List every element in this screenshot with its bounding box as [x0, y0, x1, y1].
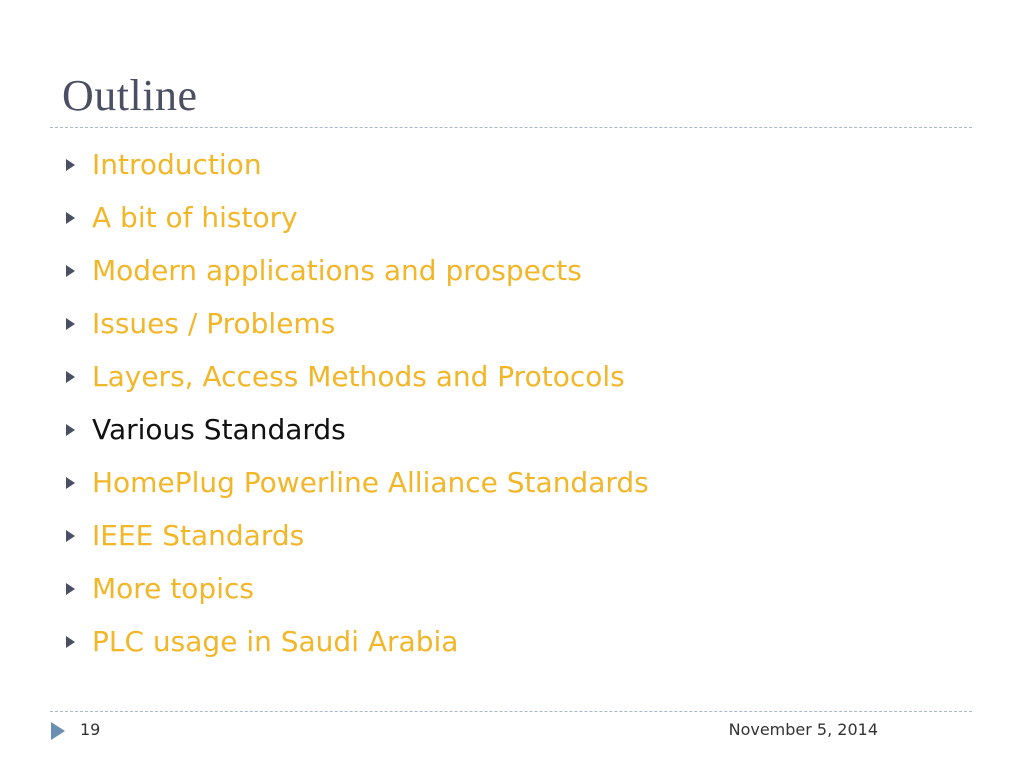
bullet-arrow-icon	[66, 636, 75, 648]
bullet-arrow-icon	[66, 371, 75, 383]
title-divider	[50, 127, 972, 128]
outline-item-label: PLC usage in Saudi Arabia	[92, 625, 459, 658]
outline-item	[60, 350, 960, 403]
bullet-arrow-icon	[66, 159, 75, 171]
footer-divider	[50, 711, 972, 712]
outline-item-label: IEEE Standards	[92, 519, 305, 552]
outline-item	[60, 191, 960, 244]
slide-date: November 5, 2014	[728, 720, 878, 739]
outline-item	[60, 509, 960, 562]
bullet-arrow-icon	[66, 212, 75, 224]
bullet-arrow-icon	[66, 477, 75, 489]
outline-item	[60, 456, 960, 509]
outline-item	[60, 297, 960, 350]
outline-item-label: Issues / Problems	[92, 307, 336, 340]
outline-item	[60, 138, 960, 191]
outline-item-label: More topics	[92, 572, 254, 605]
footer-triangle-icon	[51, 722, 65, 740]
page-number: 19	[80, 720, 101, 739]
bullet-arrow-icon	[66, 424, 75, 436]
bullet-arrow-icon	[66, 318, 75, 330]
outline-item-label: Various Standards	[92, 413, 346, 446]
outline-item-label: HomePlug Powerline Alliance Standards	[92, 466, 649, 499]
outline-item-label: A bit of history	[92, 201, 298, 234]
outline-item	[60, 615, 960, 668]
outline-item-label: Modern applications and prospects	[92, 254, 582, 287]
outline-item	[60, 562, 960, 615]
outline-item-label: Layers, Access Methods and Protocols	[92, 360, 625, 393]
outline-item	[60, 244, 960, 297]
bullet-arrow-icon	[66, 265, 75, 277]
bullet-arrow-icon	[66, 530, 75, 542]
outline-item-label: Introduction	[92, 148, 262, 181]
slide-title: Outline	[62, 71, 198, 120]
outline-list	[60, 138, 960, 668]
outline-item-current	[60, 403, 960, 456]
bullet-arrow-icon	[66, 583, 75, 595]
